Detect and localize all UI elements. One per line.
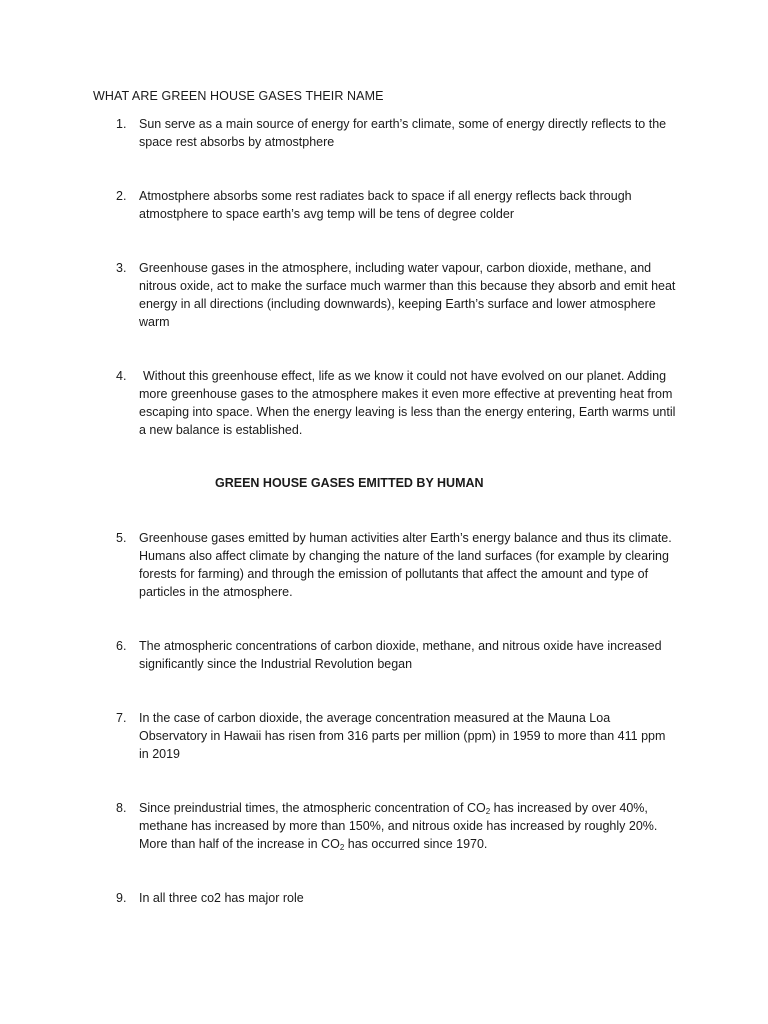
text-segment: Since preindustrial times, the atmospheric concentration of CO (139, 801, 486, 815)
list-item-number: 4. (116, 369, 127, 383)
list-item-text: Without this greenhouse effect, life as we know it could not have evolved on our planet. Adding more greenhouse gases to the atmosphere makes it even more effective at preventing heat from escaping into space. When the energy leaving is less than the energy entering, Earth warms until a new balance is established. (139, 369, 676, 437)
list-item-5 (116, 529, 676, 601)
list-item-2 (116, 187, 676, 223)
list-item-number: 5. (116, 531, 127, 545)
list-item-number: 3. (116, 261, 127, 275)
subscript: 2 (339, 843, 345, 852)
list-item-text (139, 799, 676, 853)
list-item-1 (116, 115, 676, 151)
list-item-9 (116, 889, 676, 907)
list-item-6 (116, 637, 676, 673)
list-item-number: 2. (116, 189, 127, 203)
list-item-3 (116, 259, 676, 331)
list-item-text: In the case of carbon dioxide, the average concentration measured at the Mauna Loa Observatory in Hawaii has risen from 316 parts per million (ppm) in 1959 to more than 411 ppm in 2019 (139, 711, 666, 761)
list-item-text: Greenhouse gases in the atmosphere, including water vapour, carbon dioxide, methane, and nitrous oxide, act to make the surface much warmer than this because they absorb and emit heat energy in all directions (including downwards), keeping Earth’s surface and lower atmosphere warm (139, 261, 676, 329)
list-item-text: The atmospheric concentrations of carbon dioxide, methane, and nitrous oxide have increased significantly since the Industrial Revolution began (139, 639, 662, 671)
text-segment: has increased by over 40%, methane has increased by more than 150%, and nitrous oxide has increased by roughly 20%. More than half of the increase in CO (139, 801, 658, 851)
list-item-text: Greenhouse gases emitted by human activities alter Earth’s energy balance and thus its climate. Humans also affect climate by changing the nature of the land surfaces (for example by clearing forests for farming) and through the emission of pollutants that affect the amount and type of particles in the atmosphere. (139, 531, 672, 599)
section-heading: GREEN HOUSE GASES EMITTED BY HUMAN (215, 476, 484, 490)
list-item-text: Sun serve as a main source of energy for earth’s climate, some of energy directly reflects to the space rest absorbs by atmostphere (139, 117, 667, 149)
list-item-4 (116, 367, 676, 439)
list-item-number: 7. (116, 711, 127, 725)
list-item-number: 6. (116, 639, 127, 653)
list-item-7 (116, 709, 676, 763)
list-item-text: Atmostphere absorbs some rest radiates back to space if all energy reflects back through atmostphere to space earth’s avg temp will be tens of degree colder (139, 189, 632, 221)
list-item-number: 9. (116, 891, 127, 905)
list-item-8 (116, 799, 676, 853)
list-item-text: In all three co2 has major role (139, 891, 304, 905)
list-item-number: 8. (116, 801, 127, 815)
list-item-number: 1. (116, 117, 127, 131)
document-title: WHAT ARE GREEN HOUSE GASES THEIR NAME (93, 89, 384, 103)
subscript: 2 (485, 807, 491, 816)
text-segment: has occurred since 1970. (344, 837, 488, 851)
